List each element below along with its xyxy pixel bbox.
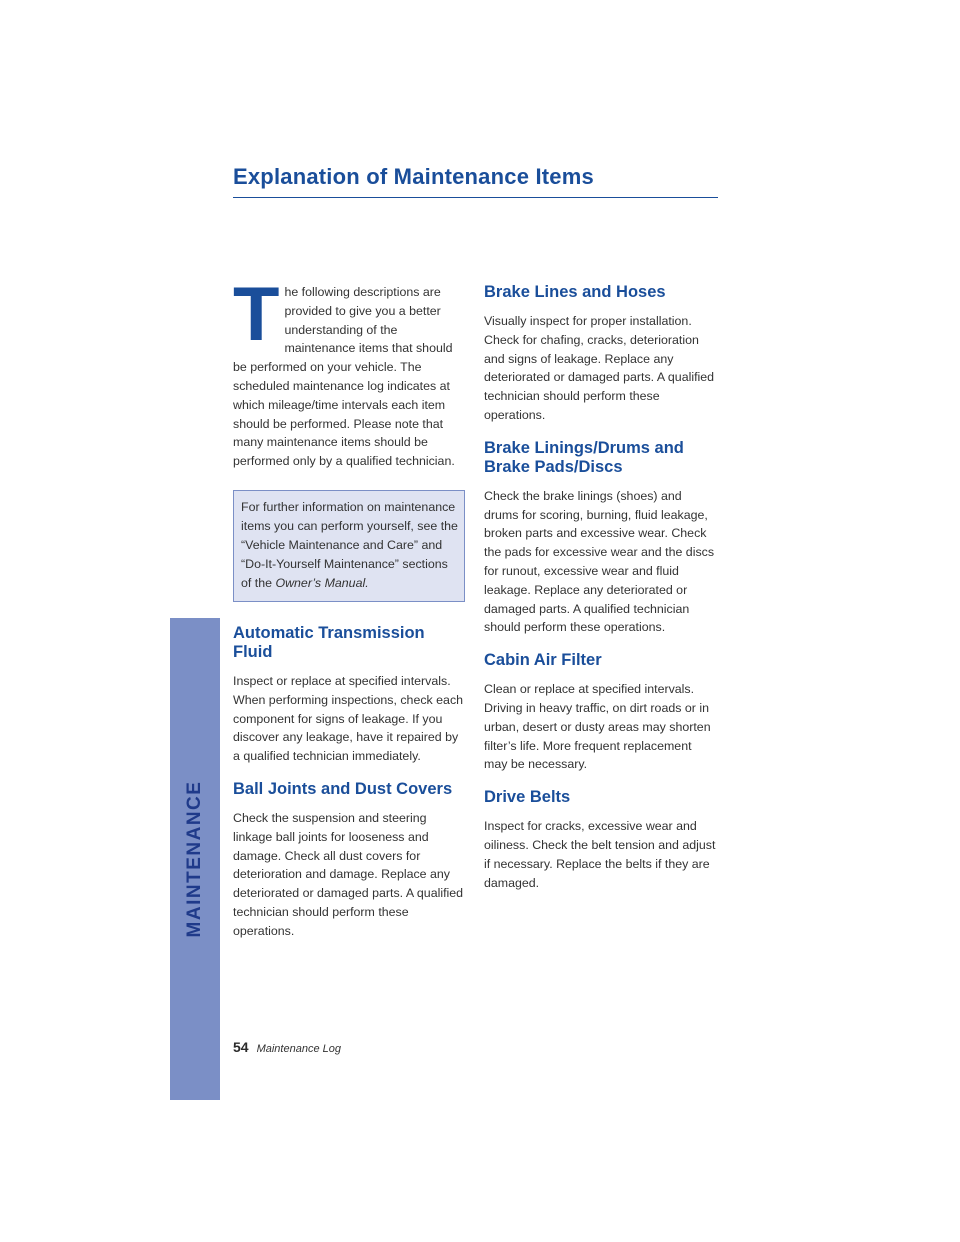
section-body: Check the brake linings (shoes) and drums for scoring, burning, fluid leakage, broken parts and excessive wear. Check the pads for excessive wear and the discs for runout, excessive wear and fluid leakage. Replace any deteriorated or damaged parts. A qualified technician should perform these operations. — [484, 488, 715, 635]
section-body: Inspect or replace at specified intervals. When performing inspections, check each component for signs of leakage. If you discover any leakage, have it repaired by a qualified technician immediately. — [233, 673, 464, 764]
footer-label: Maintenance Log — [256, 1043, 341, 1055]
section-heading: Brake Linings/Drums and Brake Pads/Discs — [484, 438, 684, 476]
section-brake-linings-pads — [484, 439, 716, 637]
dropcap: T — [233, 272, 280, 357]
section-drive-belts — [484, 788, 716, 892]
callout-text: For further information on maintenance items you can perform yourself, see the “Vehicle Maintenance and Care” and “Do-It-Yourself Maintenance” sections of the — [241, 499, 458, 590]
section-heading: Ball Joints and Dust Covers — [233, 779, 453, 798]
callout-emphasis: Owner’s Manual. — [275, 575, 369, 590]
page-footer — [233, 1039, 341, 1055]
page-number: 54 — [233, 1039, 249, 1055]
section-heading: Cabin Air Filter — [484, 651, 602, 670]
section-side-tab — [170, 618, 220, 1100]
section-heading: Automatic Transmission Fluid — [233, 623, 425, 661]
section-body: Inspect for cracks, excessive wear and oiliness. Check the belt tension and adjust if necessary. Replace the belts if they are damaged. — [484, 819, 716, 890]
section-heading: Drive Belts — [484, 788, 571, 807]
section-heading: Brake Lines and Hoses — [484, 283, 666, 301]
left-column — [233, 272, 465, 955]
section-body: Visually inspect for proper installation. Check for chafing, cracks, deterioration and signs of leakage. Replace any deteriorated or damaged parts. A qualified technician should perform these operations. — [484, 314, 715, 422]
page-title: Explanation of Maintenance Items — [233, 164, 594, 189]
side-tab-label: MAINTENANCE — [184, 780, 205, 938]
callout-box — [233, 490, 465, 602]
title-divider — [233, 197, 718, 198]
section-automatic-transmission-fluid — [233, 624, 465, 766]
right-column — [484, 283, 716, 906]
section-cabin-air-filter — [484, 651, 716, 774]
section-ball-joints-dust-covers — [233, 780, 465, 941]
section-brake-lines-hoses — [484, 283, 716, 425]
intro-paragraph — [233, 272, 465, 471]
section-body: Check the suspension and steering linkage ball joints for looseness and damage. Check all dust covers for deterioration and damage. Replace any deteriorated or damaged parts. A qualified technician should perform these operations. — [233, 810, 464, 938]
callout-text-block — [241, 498, 458, 593]
section-body: Clean or replace at specified intervals. Driving in heavy traffic, on dirt roads or in urban, desert or dusty areas may shorten filter’s life. More frequent replacement may be necessary. — [484, 682, 711, 772]
intro-text: he following descriptions are provided to give you a better understanding of the maintenance items that should be performed on your vehicle. The scheduled maintenance log indicates at which mileage/time intervals each item should be performed. Please note that many maintenance items should be performed only by a qualified technician. — [233, 285, 455, 469]
